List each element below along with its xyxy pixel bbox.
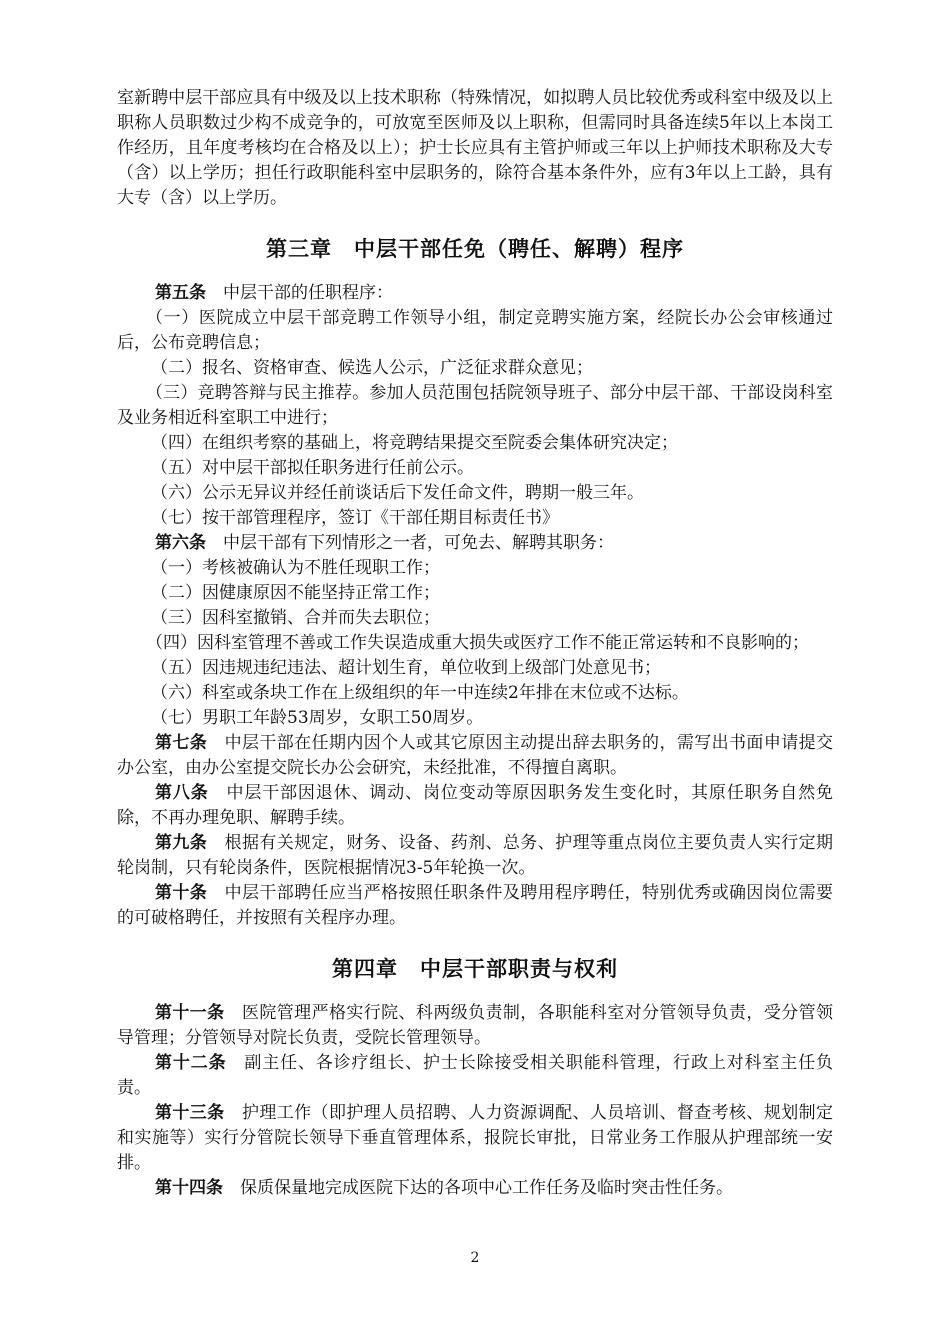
article-label: 第十四条 bbox=[155, 1178, 223, 1198]
article-6 bbox=[117, 531, 833, 556]
article-label: 第五条 bbox=[155, 283, 206, 303]
article-9 bbox=[117, 831, 833, 881]
article-label: 第十二条 bbox=[155, 1053, 227, 1073]
article-label: 第九条 bbox=[155, 833, 208, 853]
article-label: 第十三条 bbox=[155, 1103, 225, 1123]
document-page bbox=[117, 86, 833, 1201]
list-item: （七）男职工年龄53周岁，女职工50周岁。 bbox=[151, 708, 484, 728]
article-label: 第十一条 bbox=[155, 1003, 225, 1023]
article-text: 中层干部因退休、调动、岗位变动等原因职务发生变化时，其原任职务自然免除，不再办理免职、解聘手续。 bbox=[117, 783, 834, 828]
article-text: 根据有关规定，财务、设备、药剂、总务、护理等重点岗位主要负责人实行定期轮岗制，只有轮岗条件，医院根据情况3-5年轮换一次。 bbox=[117, 833, 834, 878]
list-item: （六）科室或条块工作在上级组织的年一中连续2年排在末位或不达标。 bbox=[151, 683, 689, 703]
list-item: （一）考核被确认为不胜任现职工作； bbox=[151, 558, 440, 578]
list-item: （七）按干部管理程序，签订《干部任期目标责任书》 bbox=[151, 508, 559, 528]
article-text: 医院管理严格实行院、科两级负责制，各职能科室对分管领导负责，受分管领导管理；分管领导对院长负责，受院长管理领导。 bbox=[117, 1003, 834, 1048]
list-item: （五）对中层干部拟任职务进行任前公示。 bbox=[151, 458, 474, 478]
list-item: （六）公示无异议并经任前谈话后下发任命文件，聘期一般三年。 bbox=[151, 483, 644, 503]
list-item: （二）报名、资格审查、候选人公示，广泛征求群众意见； bbox=[151, 358, 593, 378]
intro-paragraph: 室新聘中层干部应具有中级及以上技术职称（特殊情况，如拟聘人员比较优秀或科室中级及以上职称人员职数过少构不成竞争的，可放宽至医师及以上职称，但需同时具备连续5年以上本岗工作经历，且年度考核均在合格及以上）；护士长应具有主管护师或三年以上护师技术职称及大专（含）以上学历；担任行政职能科室中层职务的，除符合基本条件外，应有3年以上工龄，具有大专（含）以上学历。 bbox=[117, 88, 833, 208]
list-item: （四）在组织考察的基础上，将竞聘结果提交至院委会集体研究决定； bbox=[151, 433, 678, 453]
article-12 bbox=[117, 1051, 833, 1101]
article-label: 第十条 bbox=[155, 883, 208, 903]
article-text: 中层干部聘任应当严格按照任职条件及聘用程序聘任，特别优秀或确因岗位需要的可破格聘任，并按照有关程序办理。 bbox=[117, 883, 834, 928]
page-number: 2 bbox=[470, 1250, 480, 1266]
list-item: （五）因违规违纪违法、超计划生育，单位收到上级部门处意见书； bbox=[151, 658, 661, 678]
list-item: （四）因科室管理不善或工作失误造成重大损失或医疗工作不能正常运转和不良影响的； bbox=[146, 633, 809, 653]
article-8 bbox=[117, 781, 833, 831]
article-text: 中层干部在任期内因个人或其它原因主动提出辞去职务的，需写出书面申请提交办公室，由办公室提交院长办公会研究，未经批准，不得擅自离职。 bbox=[117, 733, 834, 778]
article-text: 保质保量地完成医院下达的各项中心工作任务及临时突击性任务。 bbox=[223, 1178, 733, 1198]
article-text: 护理工作（即护理人员招聘、人力资源调配、人员培训、督查考核、规划制定和实施等）实行分管院长领导下垂直管理体系，报院长审批，日常业务工作服从护理部统一安排。 bbox=[117, 1103, 834, 1173]
list-item: （二）因健康原因不能坚持正常工作； bbox=[151, 583, 440, 603]
article-13 bbox=[117, 1101, 833, 1176]
article-label: 第七条 bbox=[155, 733, 208, 753]
article-text: 中层干部有下列情形之一者，可免去、解聘其职务： bbox=[206, 533, 614, 553]
article-label: 第八条 bbox=[155, 783, 209, 803]
article-10 bbox=[117, 881, 833, 931]
article-7 bbox=[117, 731, 833, 781]
list-item: （一）医院成立中层干部竞聘工作领导小组，制定竞聘实施方案，经院长办公会审核通过后，公布竞聘信息； bbox=[117, 308, 833, 353]
list-item: （三）因科室撤销、合并而失去职位； bbox=[151, 608, 440, 628]
chapter-3-heading: 第三章 中层干部任免（聘任、解聘）程序 bbox=[266, 237, 684, 261]
article-text: 中层干部的任职程序： bbox=[206, 283, 393, 303]
article-label: 第六条 bbox=[155, 533, 206, 553]
article-text: 副主任、各诊疗组长、护士长除接受相关职能科管理，行政上对科室主任负责。 bbox=[117, 1053, 834, 1098]
article-5 bbox=[117, 281, 833, 306]
article-14 bbox=[117, 1176, 833, 1201]
chapter-4-heading: 第四章 中层干部职责与权利 bbox=[332, 957, 618, 981]
article-11 bbox=[117, 1001, 833, 1051]
list-item: （三）竞聘答辩与民主推荐。参加人员范围包括院领导班子、部分中层干部、干部设岗科室及业务相近科室职工中进行； bbox=[117, 383, 833, 428]
